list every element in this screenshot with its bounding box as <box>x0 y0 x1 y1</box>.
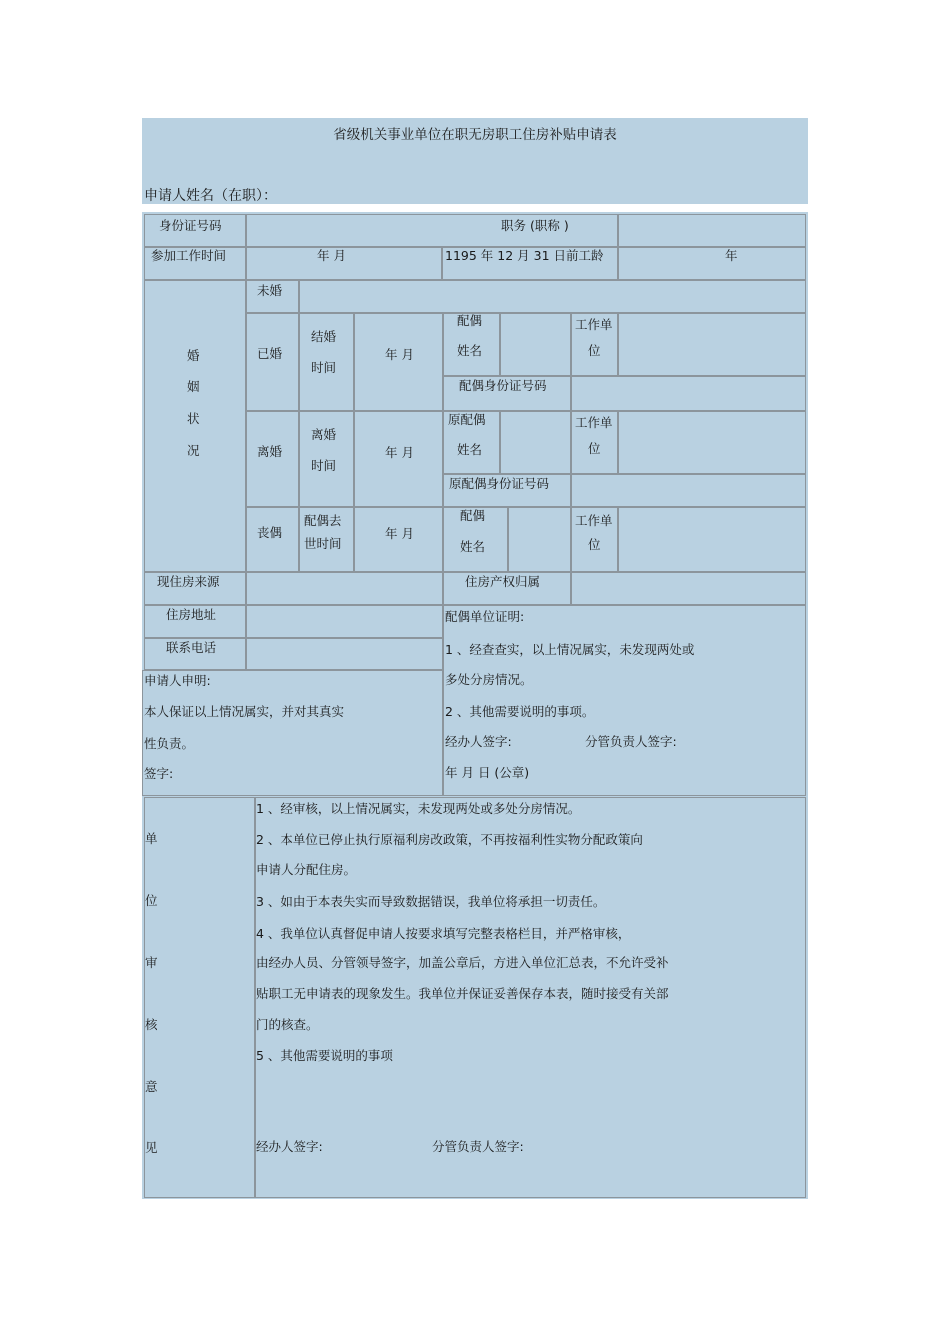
ex-spouse-name-field[interactable] <box>500 411 571 474</box>
work-start-year-month: 年 月 <box>317 248 346 263</box>
spouse-unit-manager-signature-label: 分管负责人签字: <box>585 734 677 749</box>
spouse-id-field[interactable] <box>571 376 806 411</box>
deceased-spouse-work-unit-field[interactable] <box>618 507 806 572</box>
applicant-name-label: 申请人姓名（在职）： <box>144 188 277 204</box>
housing-source-label-cell <box>144 572 246 605</box>
seniority-label: 1195 年 12 月 31 日前工龄 <box>445 248 604 263</box>
ex-spouse-id-field[interactable] <box>571 474 806 507</box>
unit-review-line: 由经办人员、分管领导签字，加盖公章后，方进入单位汇总表，不允许受补 <box>256 955 669 970</box>
marital-char: 婚 <box>187 348 200 363</box>
spouse-unit-proof <box>443 605 806 796</box>
marriage-time-label-cell <box>299 313 354 411</box>
spouse-name-field[interactable] <box>500 313 571 376</box>
unit-review-line: 门的核查。 <box>256 1017 319 1032</box>
spouse-work-unit-field[interactable] <box>618 313 806 376</box>
seniority-field[interactable] <box>618 247 806 280</box>
unit-review-char: 核 <box>145 1017 158 1032</box>
ex-spouse-name-label-cell <box>443 411 500 474</box>
ex-spouse-work-unit-label-cell <box>571 411 618 474</box>
spouse-unit-handler-signature-label: 经办人签字: <box>445 734 512 749</box>
ex-spouse-id-label-cell <box>443 474 571 507</box>
deceased-spouse-work-unit-label-line: 位 <box>588 537 601 552</box>
seniority-year: 年 <box>725 248 738 263</box>
unit-review-char: 位 <box>145 893 158 908</box>
applicant-statement <box>142 670 443 796</box>
work-start-label-cell <box>144 247 246 280</box>
unit-review-handler-signature-label: 经办人签字: <box>256 1139 323 1154</box>
marital-status-label-cell <box>144 280 246 572</box>
spouse-work-unit-label-cell <box>571 313 618 376</box>
unit-review-char: 见 <box>145 1140 158 1155</box>
deceased-spouse-name-field[interactable] <box>508 507 571 572</box>
id-label: 身份证号码 <box>159 218 222 233</box>
unit-review-line: 贴职工无申请表的现象发生。我单位并保证妥善保存本表，随时接受有关部 <box>256 986 669 1001</box>
ex-spouse-name-label-line: 原配偶 <box>448 412 486 427</box>
housing-ownership-label-cell <box>443 572 571 605</box>
unit-review-line: 3 、如由于本表失实而导致数据错误，我单位将承担一切责任。 <box>256 894 606 909</box>
housing-ownership-field[interactable] <box>571 572 806 605</box>
unmarried-field[interactable] <box>299 280 806 313</box>
spouse-unit-proof-line: 1 、经查查实，以上情况属实，未发现两处或 <box>445 642 695 657</box>
applicant-statement-line: 性负责。 <box>144 736 195 751</box>
divorce-time-label-cell <box>299 411 354 507</box>
spouse-death-time-label-cell <box>299 507 354 572</box>
work-start-label: 参加工作时间 <box>151 248 227 263</box>
widowed-label: 丧偶 <box>257 525 283 540</box>
marital-char: 姻 <box>187 379 200 394</box>
unit-review-line: 4 、我单位认真督促申请人按要求填写完整表格栏目，并严格审核， <box>256 926 631 941</box>
marriage-time-label-line: 结婚 <box>311 329 337 344</box>
ex-spouse-work-unit-label-line: 工作单 <box>575 415 613 430</box>
seniority-label-cell <box>442 247 618 280</box>
unit-review-line: 1 、经审核，以上情况属实，未发现两处或多处分房情况。 <box>256 801 581 816</box>
id-number-field[interactable] <box>246 214 618 247</box>
married-label: 已婚 <box>257 346 283 361</box>
spouse-unit-proof-title: 配偶单位证明: <box>445 609 525 624</box>
marriage-time-label-line: 时间 <box>311 360 337 375</box>
deceased-spouse-name-label-cell <box>443 507 508 572</box>
application-form <box>142 212 808 1199</box>
form-title: 省级机关事业单位在职无房职工住房补贴申请表 <box>333 127 617 143</box>
spouse-death-time-label-line: 世时间 <box>304 536 342 551</box>
deceased-spouse-name-label-line: 配偶 <box>460 508 486 523</box>
spouse-unit-proof-line: 多处分房情况。 <box>445 672 533 687</box>
deceased-spouse-name-label-line: 姓名 <box>460 539 486 554</box>
housing-ownership-label: 住房产权归属 <box>465 574 541 589</box>
form-header <box>142 118 808 204</box>
spouse-name-label-cell <box>443 313 500 376</box>
housing-source-label: 现住房来源 <box>157 574 220 589</box>
spouse-id-label-cell <box>443 376 571 411</box>
widowed-label-cell <box>246 507 299 572</box>
divorced-label-cell <box>246 411 299 507</box>
spouse-name-label-line: 姓名 <box>457 343 483 358</box>
married-label-cell <box>246 313 299 411</box>
work-start-field[interactable] <box>246 247 442 280</box>
phone-field[interactable] <box>246 638 443 670</box>
address-label-cell <box>144 605 246 638</box>
housing-source-field[interactable] <box>246 572 443 605</box>
divorce-time-label-line: 离婚 <box>311 427 337 442</box>
unit-review-line: 5 、其他需要说明的事项 <box>256 1048 393 1063</box>
spouse-id-label: 配偶身份证号码 <box>459 378 547 393</box>
address-field[interactable] <box>246 605 443 638</box>
spouse-death-time-label-line: 配偶去 <box>304 513 342 528</box>
unit-review-manager-signature-label: 分管负责人签字: <box>432 1139 524 1154</box>
spouse-name-label-line: 配偶 <box>457 313 483 328</box>
deceased-spouse-work-unit-label-line: 工作单 <box>575 513 613 528</box>
applicant-signature-label: 签字: <box>144 766 174 781</box>
position-field[interactable] <box>618 214 806 247</box>
applicant-statement-title: 申请人申明: <box>144 673 211 688</box>
marital-char: 状 <box>187 411 200 426</box>
divorce-year-month: 年 月 <box>385 445 414 460</box>
position-label: 职务 (职称 ) <box>501 218 569 233</box>
unit-review-line: 2 、本单位已停止执行原福利房改政策，不再按福利性实物分配政策向 <box>256 832 643 847</box>
id-label-cell <box>144 214 246 247</box>
unit-review-char: 意 <box>145 1079 158 1094</box>
divorce-date-field[interactable] <box>354 411 443 507</box>
unmarried-label-cell <box>246 280 299 313</box>
unit-review-label-cell <box>144 797 255 1198</box>
unmarried-label: 未婚 <box>257 283 283 298</box>
spouse-unit-proof-line: 2 、其他需要说明的事项。 <box>445 704 595 719</box>
spouse-death-year-month: 年 月 <box>385 526 414 541</box>
spouse-death-date-field[interactable] <box>354 507 443 572</box>
unit-review-content <box>255 797 806 1198</box>
unit-review-char: 审 <box>145 955 158 970</box>
ex-spouse-id-label: 原配偶身份证号码 <box>449 476 550 491</box>
spouse-unit-date-seal: 年 月 日 (公章) <box>445 765 530 780</box>
marriage-year-month: 年 月 <box>385 347 414 362</box>
ex-spouse-work-unit-label-line: 位 <box>588 441 601 456</box>
address-label: 住房地址 <box>166 607 217 622</box>
applicant-statement-line: 本人保证以上情况属实，并对其真实 <box>144 704 345 719</box>
phone-label: 联系电话 <box>166 640 217 655</box>
spouse-work-unit-label-line: 位 <box>588 343 601 358</box>
phone-label-cell <box>144 638 246 670</box>
marital-char: 况 <box>187 443 200 458</box>
ex-spouse-name-label-line: 姓名 <box>457 442 483 457</box>
deceased-spouse-work-unit-label-cell <box>571 507 618 572</box>
unit-review-line: 申请人分配住房。 <box>256 862 357 877</box>
ex-spouse-work-unit-field[interactable] <box>618 411 806 474</box>
spouse-work-unit-label-line: 工作单 <box>575 317 613 332</box>
divorced-label: 离婚 <box>257 444 283 459</box>
marriage-date-field[interactable] <box>354 313 443 411</box>
unit-review-char: 单 <box>145 831 158 846</box>
divorce-time-label-line: 时间 <box>311 458 337 473</box>
